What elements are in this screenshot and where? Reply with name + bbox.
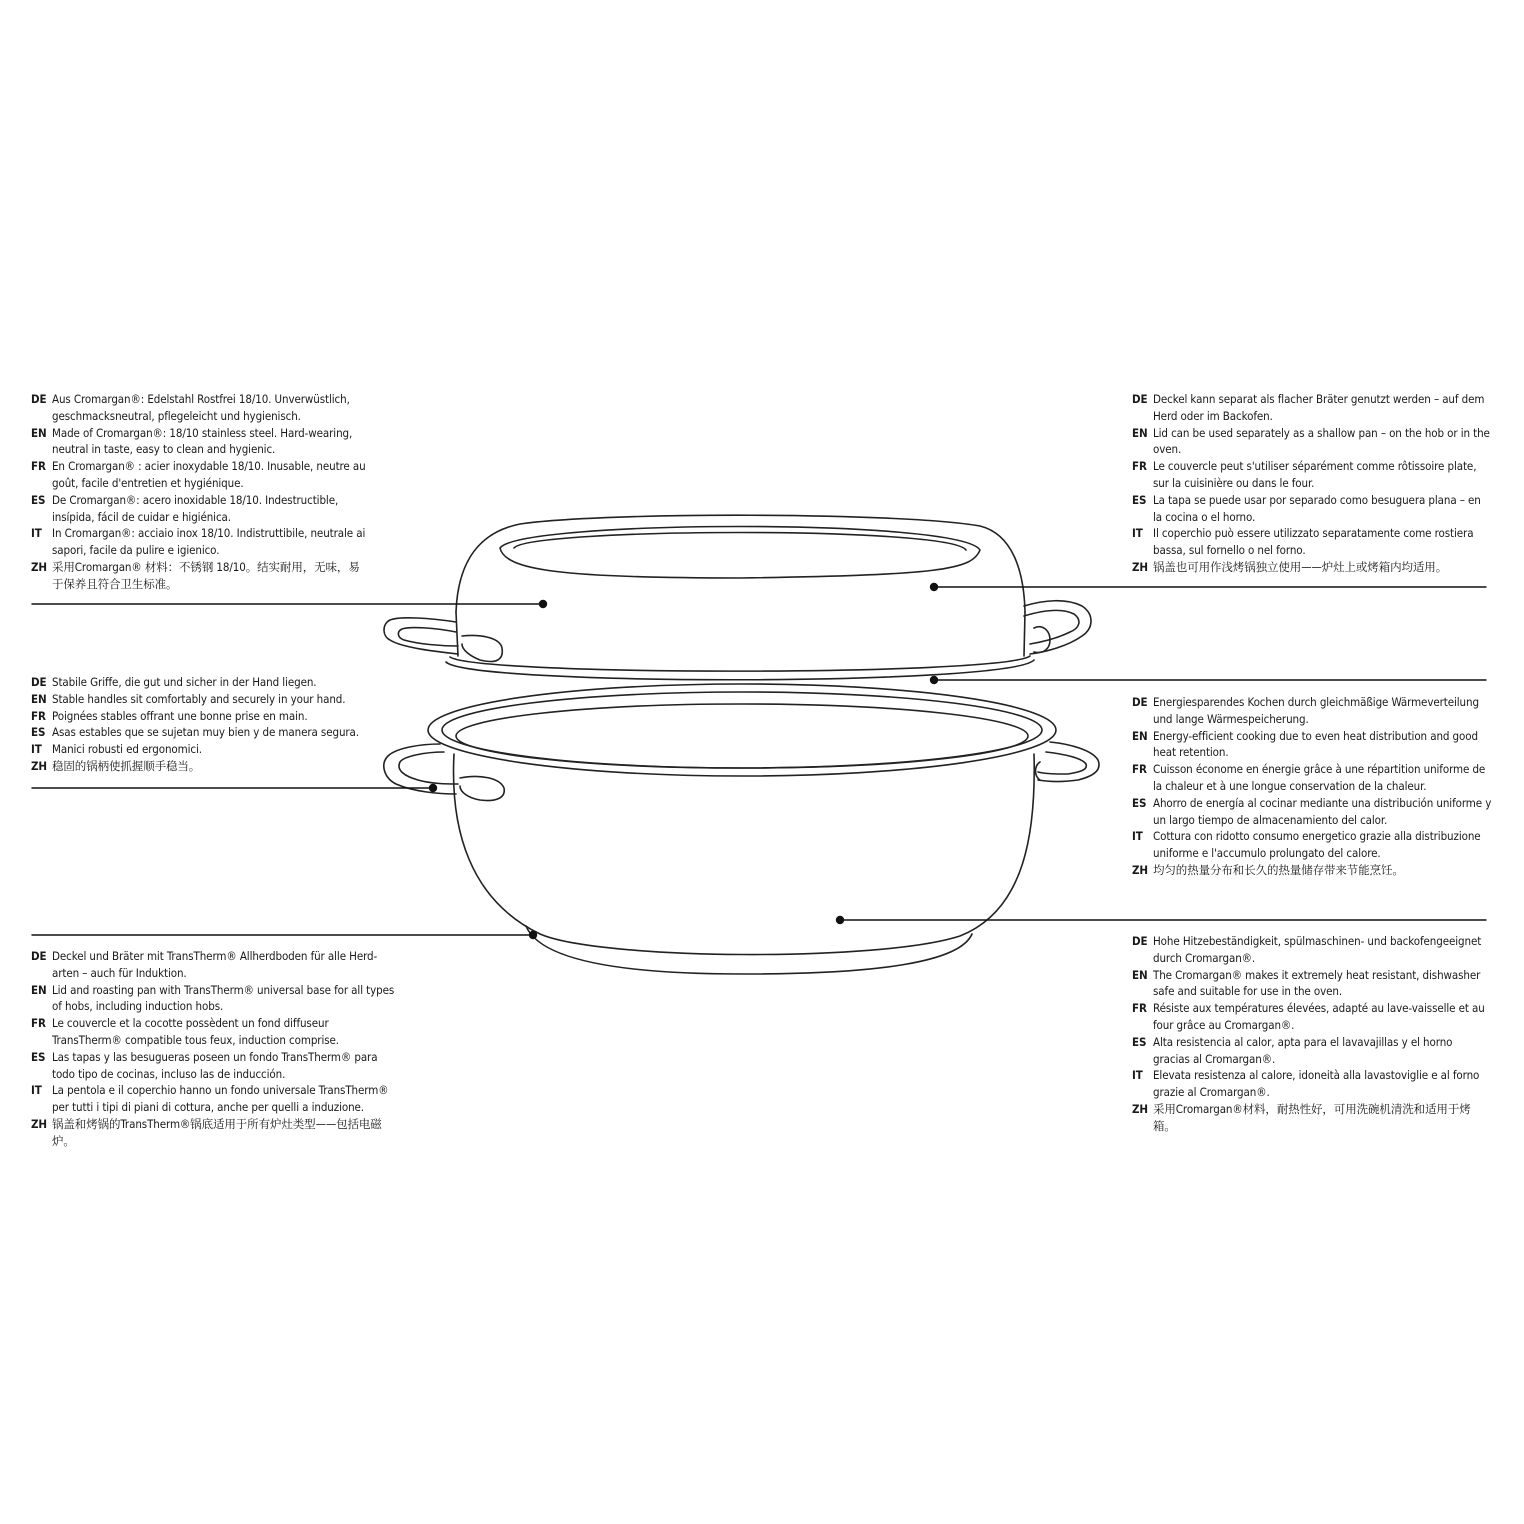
entry-row (31, 1015, 396, 1049)
entry-text: Cuisson économe en énergie grâce à une répartition uniforme de la chaleur et à une longue conservation de la chaleur. (1153, 762, 1486, 793)
entry-text: Ahorro de energía al cocinar mediante una distribución uniforme y un largo tiempo de almacenamiento del calor. (1153, 795, 1492, 827)
entry-text: Le couvercle peut s'utiliser séparément comme rôtissoire plate, sur la cuisinière ou dans le four. (1153, 459, 1477, 490)
entry-text: Energy-efficient cooking due to even heat distribution and good heat retention. (1153, 728, 1478, 760)
entry-text: In Cromargan®: acciaio inox 18/10. Indistruttibile, neutrale ai sapori, facile da pulire e igienico. (52, 526, 366, 558)
entry-text: Stabile Griffe, die gut und sicher in der Hand liegen. (52, 675, 317, 689)
lang-code: DE (1132, 392, 1148, 406)
entry-row (31, 1116, 396, 1150)
lang-code: ZH (1132, 1101, 1148, 1116)
entry-text: Las tapas y las besugueras poseen un fondo TransTherm® para todo tipo de cocinas, incluso las de inducción. (52, 1049, 378, 1081)
lang-code: ES (31, 492, 46, 507)
lang-code: DE (1132, 695, 1148, 709)
entry-text: Le couvercle et la cocotte possèdent un fond diffuseur TransTherm® compatible tous feux, induction comprise. (52, 1016, 339, 1047)
dot-energy (930, 676, 938, 684)
lang-code: EN (1132, 425, 1148, 440)
lang-code: FR (1132, 762, 1147, 777)
entry-text: Aus Cromargan®: Edelstahl Rostfrei 18/10. Unverwüstlich, geschmacksneutral, pflegeleicht und hygienisch. (52, 392, 350, 423)
callout-handles (31, 674, 371, 775)
entry-row (31, 674, 371, 691)
entry-text: Poignées stables offrant une bonne prise en main. (52, 708, 308, 723)
entry-row (31, 425, 366, 459)
lang-code: ES (1132, 1034, 1147, 1049)
entry-row (31, 391, 366, 425)
entry-text: 采用Cromargan®材料，耐热性好，可用洗碗机清洗和适用于烤箱。 (1153, 1101, 1471, 1133)
entry-text: Energiesparendes Kochen durch gleichmäßige Wärmeverteilung und lange Wärmespeicherung. (1153, 695, 1479, 726)
entry-row (1132, 967, 1492, 1001)
entry-row (1132, 862, 1492, 879)
entry-text: Made of Cromargan®: 18/10 stainless steel. Hard-wearing, neutral in taste, easy to clean and hygienic. (52, 425, 353, 457)
entry-row (31, 1049, 396, 1083)
entry-row (31, 982, 396, 1016)
entry-text: 稳固的锅柄使抓握顺手稳当。 (52, 758, 201, 773)
lang-code: IT (31, 1083, 42, 1098)
lang-code: ZH (31, 1116, 47, 1131)
entry-text: 均匀的热量分布和长久的热量储存带来节能烹饪。 (1153, 862, 1404, 877)
entry-text: Deckel und Bräter mit TransTherm® Allherdboden für alle Herd-arten – auch für Induktion. (52, 949, 378, 980)
lang-code: FR (31, 708, 46, 723)
entry-text: En Cromargan® : acier inoxydable 18/10. Inusable, neutre au goût, facile d'entretien et hygiénique. (52, 459, 366, 490)
entry-text: 锅盖也可用作浅烤锅独立使用——炉灶上或烤箱内均适用。 (1153, 559, 1448, 574)
entry-row (1132, 492, 1492, 526)
entry-row (31, 948, 396, 982)
entry-text: Stable handles sit comfortably and securely in your hand. (52, 691, 346, 706)
entry-row (1132, 761, 1492, 795)
callout-material (31, 391, 366, 593)
entry-text: Lid can be used separately as a shallow pan – on the hob or in the oven. (1153, 425, 1490, 457)
entry-text: De Cromargan®: acero inoxidable 18/10. Indestructible, insípida, fácil de cuidar e higiénica. (52, 492, 339, 524)
callout-lid (1132, 391, 1492, 576)
lang-code: ZH (1132, 559, 1148, 574)
entry-row (1132, 828, 1492, 862)
entry-row (31, 458, 366, 492)
entry-row (1132, 1067, 1492, 1101)
lang-code: EN (31, 691, 47, 706)
entry-row (31, 691, 371, 708)
pot-drawing (384, 684, 1099, 974)
lang-code: EN (31, 982, 47, 997)
entry-text: Alta resistencia al calor, apta para el lavavajillas y el horno gracias al Cromargan®. (1153, 1034, 1453, 1066)
lang-code: DE (31, 675, 47, 689)
lang-code: FR (1132, 459, 1147, 474)
entry-row (31, 758, 371, 775)
entry-row (1132, 728, 1492, 762)
dot-handles (429, 784, 437, 792)
entry-row (1132, 391, 1492, 425)
entry-row (1132, 559, 1492, 576)
entry-text: Résiste aux températures élevées, adapté au lave-vaisselle et au four grâce au Cromargan®. (1153, 1001, 1485, 1032)
lang-code: IT (1132, 526, 1143, 541)
callout-energy (1132, 694, 1492, 879)
lang-code: DE (31, 392, 47, 406)
lang-code: ZH (1132, 862, 1148, 877)
dot-lid (930, 583, 938, 591)
lang-code: ZH (31, 559, 47, 574)
entry-row (31, 1082, 396, 1116)
entry-row (1132, 525, 1492, 559)
lang-code: EN (1132, 967, 1148, 982)
callout-base (31, 948, 396, 1150)
entry-text: La tapa se puede usar por separado como besuguera plana – en la cocina o el horno. (1153, 492, 1481, 524)
entry-row (31, 708, 371, 725)
lang-code: FR (31, 459, 46, 474)
lid-drawing (384, 515, 1091, 680)
entry-text: Elevata resistenza al calore, idoneità alla lavastoviglie e al forno grazie al Cromargan®. (1153, 1068, 1480, 1100)
entry-row (1132, 425, 1492, 459)
dot-base (529, 931, 537, 939)
entry-text: 采用Cromargan® 材料：不锈钢 18/10。结实耐用，无味，易于保养且符合卫生标准。 (52, 559, 360, 591)
lang-code: ES (1132, 795, 1147, 810)
entry-row (1132, 1101, 1492, 1135)
entry-row (31, 525, 366, 559)
lang-code: EN (1132, 728, 1148, 743)
entry-text: Hohe Hitzebeständigkeit, spülmaschinen- und backofengeeignet durch Cromargan®. (1153, 934, 1482, 965)
lang-code: DE (31, 949, 47, 963)
lang-code: FR (31, 1016, 46, 1031)
entry-text: La pentola e il coperchio hanno un fondo universale TransTherm® per tutti i tipi di piani di cottura, anche per quelli a induzione. (52, 1083, 389, 1115)
callout-heat (1132, 933, 1492, 1135)
entry-row (1132, 694, 1492, 728)
entry-row (31, 492, 366, 526)
lang-code: ES (1132, 492, 1147, 507)
entry-text: Asas estables que se sujetan muy bien y de manera segura. (52, 725, 359, 740)
lang-code: DE (1132, 934, 1148, 948)
entry-row (31, 559, 366, 593)
lang-code: ES (31, 725, 46, 740)
lang-code: EN (31, 425, 47, 440)
lang-code: ES (31, 1049, 46, 1064)
entry-row (1132, 458, 1492, 492)
entry-text: Cottura con ridotto consumo energetico grazie alla distribuzione uniforme e l'accumulo prolungato del calore. (1153, 829, 1481, 861)
entry-text: The Cromargan® makes it extremely heat resistant, dishwasher safe and suitable for use in the oven. (1153, 967, 1481, 999)
entry-row (1132, 933, 1492, 967)
lang-code: IT (1132, 1068, 1143, 1083)
lang-code: IT (31, 526, 42, 541)
entry-text: Deckel kann separat als flacher Bräter genutzt werden – auf dem Herd oder im Backofen. (1153, 392, 1485, 423)
entry-row (1132, 795, 1492, 829)
entry-row (31, 724, 371, 741)
lang-code: IT (31, 742, 42, 757)
entry-row (1132, 1034, 1492, 1068)
entry-text: Il coperchio può essere utilizzato separatamente come rostiera bassa, sul fornello o nel forno. (1153, 526, 1474, 558)
entry-text: 锅盖和烤锅的TransTherm®锅底适用于所有炉灶类型——包括电磁炉。 (52, 1116, 382, 1148)
entry-text: Manici robusti ed ergonomici. (52, 742, 202, 757)
entry-row (31, 741, 371, 758)
entry-row (1132, 1000, 1492, 1034)
dot-heat (836, 916, 844, 924)
lang-code: ZH (31, 758, 47, 773)
entry-text: Lid and roasting pan with TransTherm® universal base for all types of hobs, including induction hobs. (52, 982, 395, 1014)
lang-code: IT (1132, 829, 1143, 844)
lang-code: FR (1132, 1001, 1147, 1016)
dot-material (539, 600, 547, 608)
